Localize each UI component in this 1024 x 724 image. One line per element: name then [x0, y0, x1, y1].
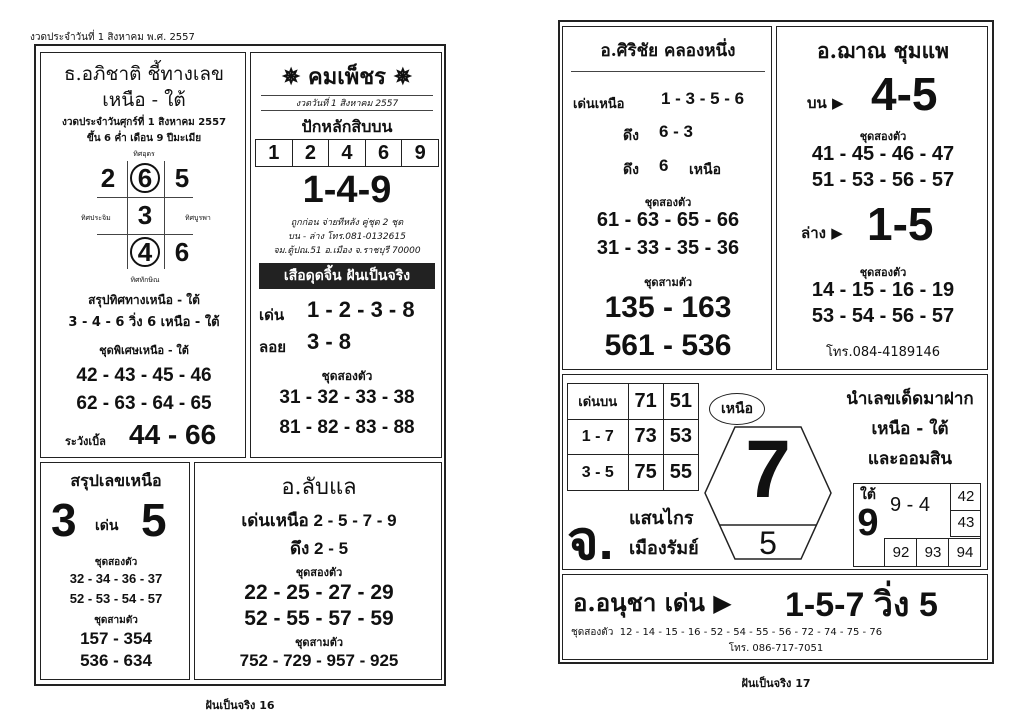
- north-set3-label: ชุดสามตัว: [94, 615, 138, 626]
- north-big-b: 5: [141, 494, 167, 546]
- apichat-box: [40, 52, 246, 458]
- north-big-a: 3: [51, 494, 77, 546]
- chan-top-value: 4-5: [871, 68, 938, 120]
- lablae-set2-label: ชุดสองตัว: [295, 566, 343, 579]
- kompet-sub: ปักหลักสิบบน: [301, 117, 393, 136]
- digit-cell: 2: [292, 140, 329, 167]
- sirichai-row-2: 31 - 33 - 35 - 36: [596, 237, 740, 259]
- tai-label: ใต้: [860, 487, 876, 503]
- star-icon: ✵: [281, 64, 308, 90]
- dir-north: ทิศอุดร: [133, 150, 155, 158]
- saenkrai-box: [562, 374, 988, 570]
- north-row-3: 157 - 354: [80, 629, 152, 648]
- tai-row-cell: 92: [884, 538, 917, 567]
- tai-big: 9: [857, 502, 879, 544]
- special-row-2: 62 - 63 - 64 - 65: [76, 393, 212, 414]
- grid-cell-3: 5: [174, 163, 190, 193]
- sirichai-line2-value: 6 - 3: [659, 122, 694, 141]
- table-cell: 1 - 7: [568, 419, 629, 455]
- kompet-play-label: เด่น: [259, 306, 285, 324]
- north-summary-title: สรุปเลขเหนือ: [70, 471, 162, 490]
- anucha-value: 1-5-7 วิ่ง 5: [785, 586, 938, 624]
- arrow-right-icon: ▶: [831, 224, 843, 242]
- sirichai-line1-label: เด่นเหนือ: [573, 97, 625, 112]
- kompet-banner: เสือดุดจิ้น ฝันเป็นจริง: [259, 263, 435, 289]
- summary-label: สรุปทิศทางเหนือ - ใต้: [88, 293, 200, 307]
- dir-south: ทิศทักษิณ: [130, 276, 160, 284]
- chan-box: [776, 26, 988, 370]
- north-mid: เด่น: [95, 518, 119, 534]
- lablae-box: [194, 462, 442, 680]
- chan-bottom-label: ล่าง ▶: [801, 224, 843, 242]
- beware-label: ระวังเบิ้ล: [65, 435, 106, 448]
- right-footer: ฝันเป็นจริง 17: [741, 677, 811, 690]
- kompet-date: งวดวันที่ 1 สิงหาคม 2557: [261, 95, 433, 111]
- left-header: งวดประจำวันที่ 1 สิงหาคม พ.ศ. 2557: [30, 32, 195, 43]
- sirichai-set3-label: ชุดสามตัว: [643, 276, 693, 289]
- anucha-box: [562, 574, 988, 660]
- kompet-box: [250, 52, 442, 458]
- table-cell: 3 - 5: [568, 455, 629, 491]
- sirichai-row-4: 561 - 536: [604, 329, 732, 362]
- saenkrai-small: 5: [759, 525, 777, 561]
- digit-cell: 4: [329, 140, 366, 167]
- chan-phone: โทร.084-4189146: [825, 345, 941, 360]
- kompet-title: ✵ คมเพ็ชร ✵: [281, 64, 413, 90]
- kompet-float-value: 3 - 8: [307, 329, 352, 354]
- lablae-line-1: เด่นเหนือ 2 - 5 - 7 - 9: [241, 511, 397, 530]
- chan-row-1: 41 - 45 - 46 - 47: [811, 143, 955, 165]
- sirichai-box: [562, 26, 772, 370]
- apichat-date: งวดประจำวันศุกร์ที่ 1 สิงหาคม 2557: [61, 117, 227, 128]
- kompet-note-2: บน - ล่าง โทร.081-0132615: [288, 232, 406, 242]
- anucha-phone: โทร. 086-717-7051: [728, 643, 824, 654]
- tai-cell-b: 43: [950, 510, 981, 537]
- table-cell: 53: [663, 419, 698, 455]
- table-cell: 51: [663, 384, 698, 420]
- sirichai-set2-label: ชุดสองตัว: [644, 196, 692, 209]
- sirichai-title: อ.ศิริชัย คลองหนึ่ง: [600, 41, 736, 61]
- special-row-1: 42 - 43 - 45 - 46: [76, 365, 212, 386]
- dir-west: ทิศประจิม: [81, 214, 111, 222]
- table-cell: 75: [628, 455, 663, 491]
- grid-cell-2: 6: [130, 163, 160, 193]
- lablae-row-1: 22 - 25 - 27 - 29: [244, 581, 394, 604]
- kompet-digit-table: [255, 139, 439, 167]
- north-set2-label: ชุดสองตัว: [94, 557, 138, 568]
- star-icon: ✵: [386, 64, 413, 90]
- sirichai-line3-value: 6: [659, 156, 669, 175]
- grid-cell-4: 3: [137, 200, 153, 230]
- lablae-line-2: ดึง 2 - 5: [289, 539, 349, 558]
- promo-line-2: เหนือ - ใต้: [871, 419, 949, 439]
- anucha-set2: ชุดสองตัว 12 - 14 - 15 - 16 - 52 - 54 - 55 - 56 - 72 - 74 - 75 - 76: [571, 627, 883, 638]
- kompet-big: 1-4-9: [302, 169, 392, 211]
- sirichai-row-3: 135 - 163: [604, 291, 732, 324]
- tai-cell-a: 42: [950, 484, 981, 511]
- promo-line-3: และออมสิน: [867, 449, 953, 469]
- north-summary-box: [40, 462, 190, 680]
- chan-row-3: 14 - 15 - 16 - 19: [811, 279, 955, 301]
- saenkrai-name-2: เมืองรัมย์: [629, 538, 699, 559]
- kompet-set2-label: ชุดสองตัว: [321, 369, 373, 383]
- chan-title: อ.ฌาณ ชุมแพ: [817, 38, 949, 63]
- table-cell: เด่นบน: [568, 384, 629, 420]
- sirichai-row-1: 61 - 63 - 65 - 66: [596, 209, 740, 231]
- digit-cell: 6: [365, 140, 402, 167]
- lablae-row-3: 752 - 729 - 957 - 925: [239, 651, 399, 670]
- grid-cell-6: 6: [174, 237, 190, 267]
- table-cell: 73: [628, 419, 663, 455]
- apichat-lunar: ขึ้น 6 ค่ำ เดือน 9 ปีมะเมีย: [86, 133, 202, 144]
- table-cell: 55: [663, 455, 698, 491]
- anucha-title: อ.อนุชา เด่น ▶: [573, 588, 732, 617]
- sirichai-line2-label: ดึง: [623, 128, 639, 144]
- saenkrai-name-1: แสนไกร: [629, 508, 694, 529]
- arrow-right-icon: ▶: [713, 588, 732, 617]
- north-row-4: 536 - 634: [80, 651, 152, 670]
- promo-line-1: นำเลขเด็ดมาฝาก: [846, 389, 974, 409]
- north-row-2: 52 - 53 - 54 - 57: [69, 591, 163, 606]
- tai-pair: 9 - 4: [890, 494, 931, 516]
- kompet-row-2: 81 - 82 - 83 - 88: [279, 417, 415, 438]
- apichat-title: ธ.อภิชาติ ชี้ทางเลข: [63, 63, 224, 85]
- left-footer: ฝันเป็นจริง 16: [205, 699, 275, 712]
- kompet-note-3: จม.ตู้ปณ.51 อ.เมือง จ.ราชบุรี 70000: [273, 246, 421, 256]
- north-badge: เหนือ: [709, 393, 765, 425]
- sirichai-line3-label: ดึง: [623, 162, 639, 178]
- table-cell: 71: [628, 384, 663, 420]
- special-label: ชุดพิเศษเหนือ - ใต้: [99, 344, 189, 357]
- arrow-right-icon: ▶: [832, 94, 844, 112]
- chan-row-4: 53 - 54 - 56 - 57: [811, 305, 955, 327]
- dir-east: ทิศบูรพา: [185, 214, 211, 222]
- kompet-note-1: ถูกก่อน จ่ายทีหลัง คู่ชุด 2 ชุด: [290, 218, 404, 228]
- apichat-subtitle: เหนือ - ใต้: [102, 89, 186, 111]
- grid-cell-5: 4: [130, 237, 160, 267]
- digit-cell: 9: [402, 140, 439, 167]
- north-row-1: 32 - 34 - 36 - 37: [69, 571, 163, 586]
- saenkrai-logo: จ.: [567, 511, 614, 571]
- chan-row-2: 51 - 53 - 56 - 57: [811, 169, 955, 191]
- tai-row-cell: 94: [948, 538, 981, 567]
- kompet-play-value: 1 - 2 - 3 - 8: [307, 297, 415, 322]
- sirichai-line1-value: 1 - 3 - 5 - 6: [661, 89, 745, 108]
- chan-bottom-value: 1-5: [867, 198, 934, 250]
- beware-value: 44 - 66: [129, 419, 217, 450]
- kompet-row-1: 31 - 32 - 33 - 38: [279, 387, 415, 408]
- tai-panel: [853, 483, 981, 567]
- chan-top-label: บน ▶: [807, 94, 844, 112]
- tai-row-cell: 93: [916, 538, 949, 567]
- grid-cell-1: 2: [100, 163, 116, 193]
- summary-value: 3 - 4 - 6 วิ่ง 6 เหนือ - ใต้: [68, 315, 220, 330]
- digit-cell: 1: [256, 140, 293, 167]
- chan-set2a-label: ชุดสองตัว: [859, 130, 907, 143]
- lablae-title: อ.ลับแล: [281, 475, 357, 500]
- kompet-float-label: ลอย: [259, 338, 286, 356]
- chan-set2b-label: ชุดสองตัว: [859, 266, 907, 279]
- sirichai-line3-tail: เหนือ: [689, 162, 721, 178]
- saenkrai-table: [567, 383, 699, 491]
- saenkrai-big: 7: [745, 424, 791, 515]
- lablae-row-2: 52 - 55 - 57 - 59: [244, 607, 394, 630]
- lablae-set3-label: ชุดสามตัว: [294, 636, 344, 649]
